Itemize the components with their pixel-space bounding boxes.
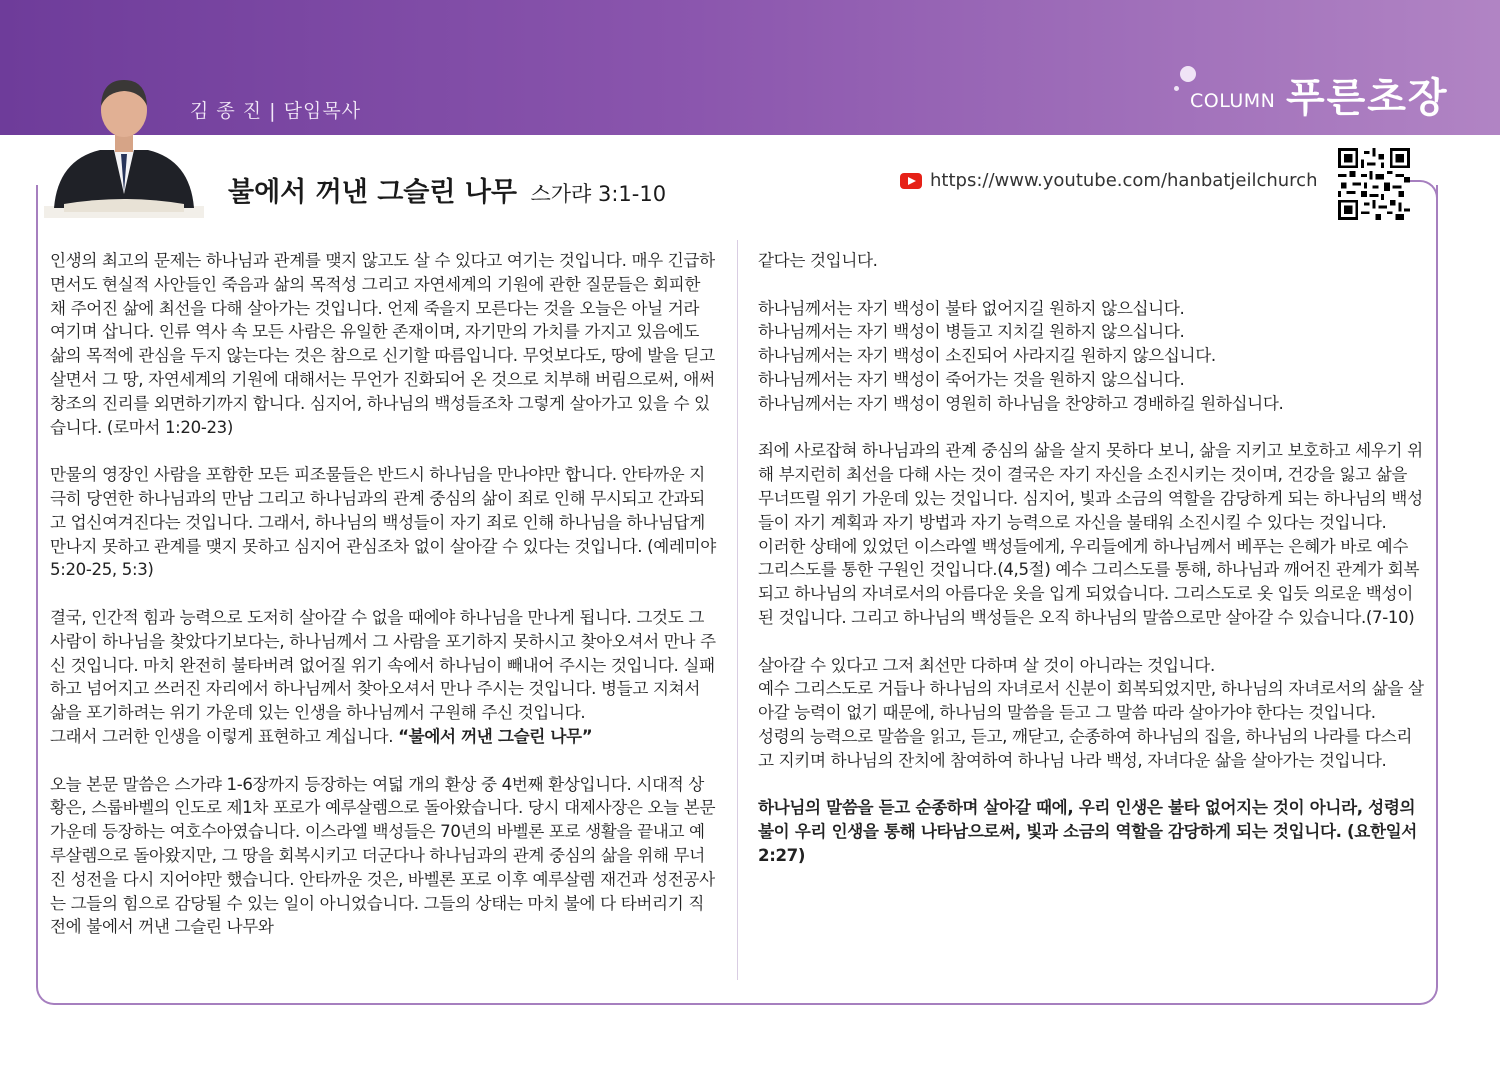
column-divider [737,240,738,980]
list-line: 하나님께서는 자기 백성이 죽어가는 것을 원하지 않으십니다. [758,369,1185,389]
column-label: COLUMN [1190,90,1276,112]
list-line: 하나님께서는 자기 백성이 병들고 지치길 원하지 않으십니다. [758,322,1185,342]
paragraph: 같다는 것입니다. [758,251,878,270]
paragraph: 성령의 능력으로 말씀을 읽고, 듣고, 깨닫고, 순종하여 하나님의 집을, 하나님의 나라를 다스리고 지키며 하나님의 잔치에 참여하여 하나님 나라 백성, 자녀다운 삶을 살아가는 것입니다. [758,726,1413,770]
list-line: 하나님께서는 자기 백성이 소진되어 사라지길 원하지 않으십니다. [758,346,1216,366]
scripture-reference: 스가랴 3:1-10 [530,182,667,206]
paragraph: 살아갈 수 있다고 그저 최선만 다하며 살 것이 아니라는 것입니다. [758,655,1215,675]
paragraph-text: 그래서 그러한 인생을 이렇게 표현하고 계십니다. [50,726,399,746]
column-small-dot-icon [1174,86,1179,91]
paragraph: 예수 그리스도로 거듭나 하나님의 자녀로서 신분이 회복되었지만, 하나님의 자녀로서의 삶을 살아갈 능력이 없기 때문에, 하나님의 말씀을 듣고 그 말씀 따라 살아가야 한다는 것입니다. [758,679,1424,723]
paragraph: 오늘 본문 말씀은 스가랴 1-6장까지 등장하는 여덟 개의 환상 중 4번째 환상입니다. 시대적 상황은, 스룹바벨의 인도로 제1차 포로가 예루살렘으로 돌아왔습니다. 당시 대제사장은 오늘 본문 가운데 등장하는 여호수아였습니다. 이스라엘 백성들은 70년의 바벨론 포로 생활을 끝내고 예루살렘으로 돌아왔지만, 그 땅을 회복시키고 더군다나 하나님과의 관계 중심의 삶을 위해 무너진 성전을 다시 지어야만 했습니다. 안타까운 것은, 바벨론 포로 이후 예루살렘 재건과 성전공사는 그들의 힘으로 감당될 수 있는 일이 아니었습니다. 그들의 상태는 마치 불에 다 타버리기 직전에 불에서 꺼낸 그슬린 나무와 [50,774,716,937]
youtube-url: https://www.youtube.com/hanbatjeilchurch [930,170,1318,191]
column-dot-icon [1180,66,1196,82]
column-title: 푸른초장 [1286,75,1449,121]
paragraph: 죄에 사로잡혀 하나님과의 관계 중심의 삶을 살지 못하다 보니, 삶을 지키고 보호하고 세우기 위해 부지런히 최선을 다해 사는 것이 결국은 자기 자신을 소진시키는 것이며, 건강을 잃고 삶을 무너뜨릴 위기 가운데 있는 것입니다. 심지어, 빛과 소금의 역할을 감당하게 되는 하나님의 백성들이 자기 계획과 자기 방법과 자기 능력으로 자신을 불태워 소진시킬 수 있다는 것입니다. [758,441,1423,532]
list-line: 하나님께서는 자기 백성이 불타 없어지길 원하지 않으십니다. [758,298,1185,318]
left-column [50,249,718,939]
right-column [758,249,1426,868]
paragraph: 인생의 최고의 문제는 하나님과 관계를 맺지 않고도 살 수 있다고 여기는 것입니다. 매우 긴급하면서도 현실적 사안들인 죽음과 삶의 목적성 그리고 자연세계의 기원에 관한 질문들은 회피한 채 주어진 삶에 최선을 다해 살아가는 것입니다. 언제 죽을지 모른다는 것을 오늘은 아닐 거라 여기며 삽니다. 인류 역사 속 모든 사람은 유일한 존재이며, 자기만의 가치를 가지고 있음에도 삶의 목적에 관심을 두지 않는다는 것은 참으로 신기할 따름입니다. 무엇보다도, 땅에 발을 딛고 살면서 그 땅, 자연세계의 기원에 대해서는 무언가 진화되어 온 것으로 치부해 버림으로써, 애써 창조의 진리를 외면하기까지 합니다. 심지어, 하나님의 백성들조차 그렇게 살아가고 있을 수 있습니다. (로마서 1:20-23) [50,251,715,437]
paragraph: 결국, 인간적 힘과 능력으로 도저히 살아갈 수 없을 때에야 하나님을 만나게 됩니다. 그것도 그 사람이 하나님을 찾았다기보다는, 하나님께서 그 사람을 포기하지 못하시고 찾아오셔서 만나 주신 것입니다. 마치 완전히 불타버려 없어질 위기 속에서 하나님이 빼내어 주시는 것입니다. 실패하고 넘어지고 쓰러진 자리에서 하나님께서 찾아오셔서 만나 주시는 것입니다. 병들고 지쳐서 삶을 포기하려는 위기 가운데 있는 인생을 하나님께서 구원해 주신 것입니다. [50,607,716,723]
emphasis-quote: “불에서 꺼낸 그슬린 나무” [398,726,593,746]
sermon-title-text: 불에서 꺼낸 그슬린 나무 [228,177,518,208]
list-line: 하나님께서는 자기 백성이 영원히 하나님을 찬양하고 경배하길 원하십니다. [758,393,1284,413]
paragraph: 이러한 상태에 있었던 이스라엘 백성들에게, 우리들에게 하나님께서 베푸는 은혜가 바로 예수 그리스도를 통한 구원인 것입니다.(4,5절) 예수 그리스도를 통해, 하나님과 깨어진 관계가 회복되고 하나님의 자녀로서의 아름다운 옷을 입게 되었습니다. 그리스도로 옷 입듯 의로운 백성이 된 것입니다. 그리고 하나님의 백성들은 오직 하나님의 말씀으로만 살아갈 수 있습니다.(7-10) [758,536,1420,627]
author-name: 김 종 진 | 담임목사 [190,100,362,122]
paragraph [50,725,718,749]
paragraph: 만물의 영장인 사람을 포함한 모든 피조물들은 반드시 하나님을 만나야만 합니다. 안타까운 지극히 당연한 하나님과의 만남 그리고 하나님과의 관계 중심의 삶이 죄로 인해 무시되고 간과되고 업신여겨진다는 것입니다. 그래서, 하나님의 백성들이 자기 죄로 인해 하나님을 하나님답게 만나지 못하고 관계를 맺지 못하고 심지어 관심조차 없이 살아갈 수 있다는 것입니다. (예레미야 5:20-25, 5:3) [50,465,716,580]
conclusion-paragraph: 하나님의 말씀을 듣고 순종하며 살아갈 때에, 우리 인생은 불타 없어지는 것이 아니라, 성령의 불이 우리 인생을 통해 나타남으로써, 빛과 소금의 역할을 감당하게 되는 것입니다. (요한일서 2:27) [758,798,1417,865]
